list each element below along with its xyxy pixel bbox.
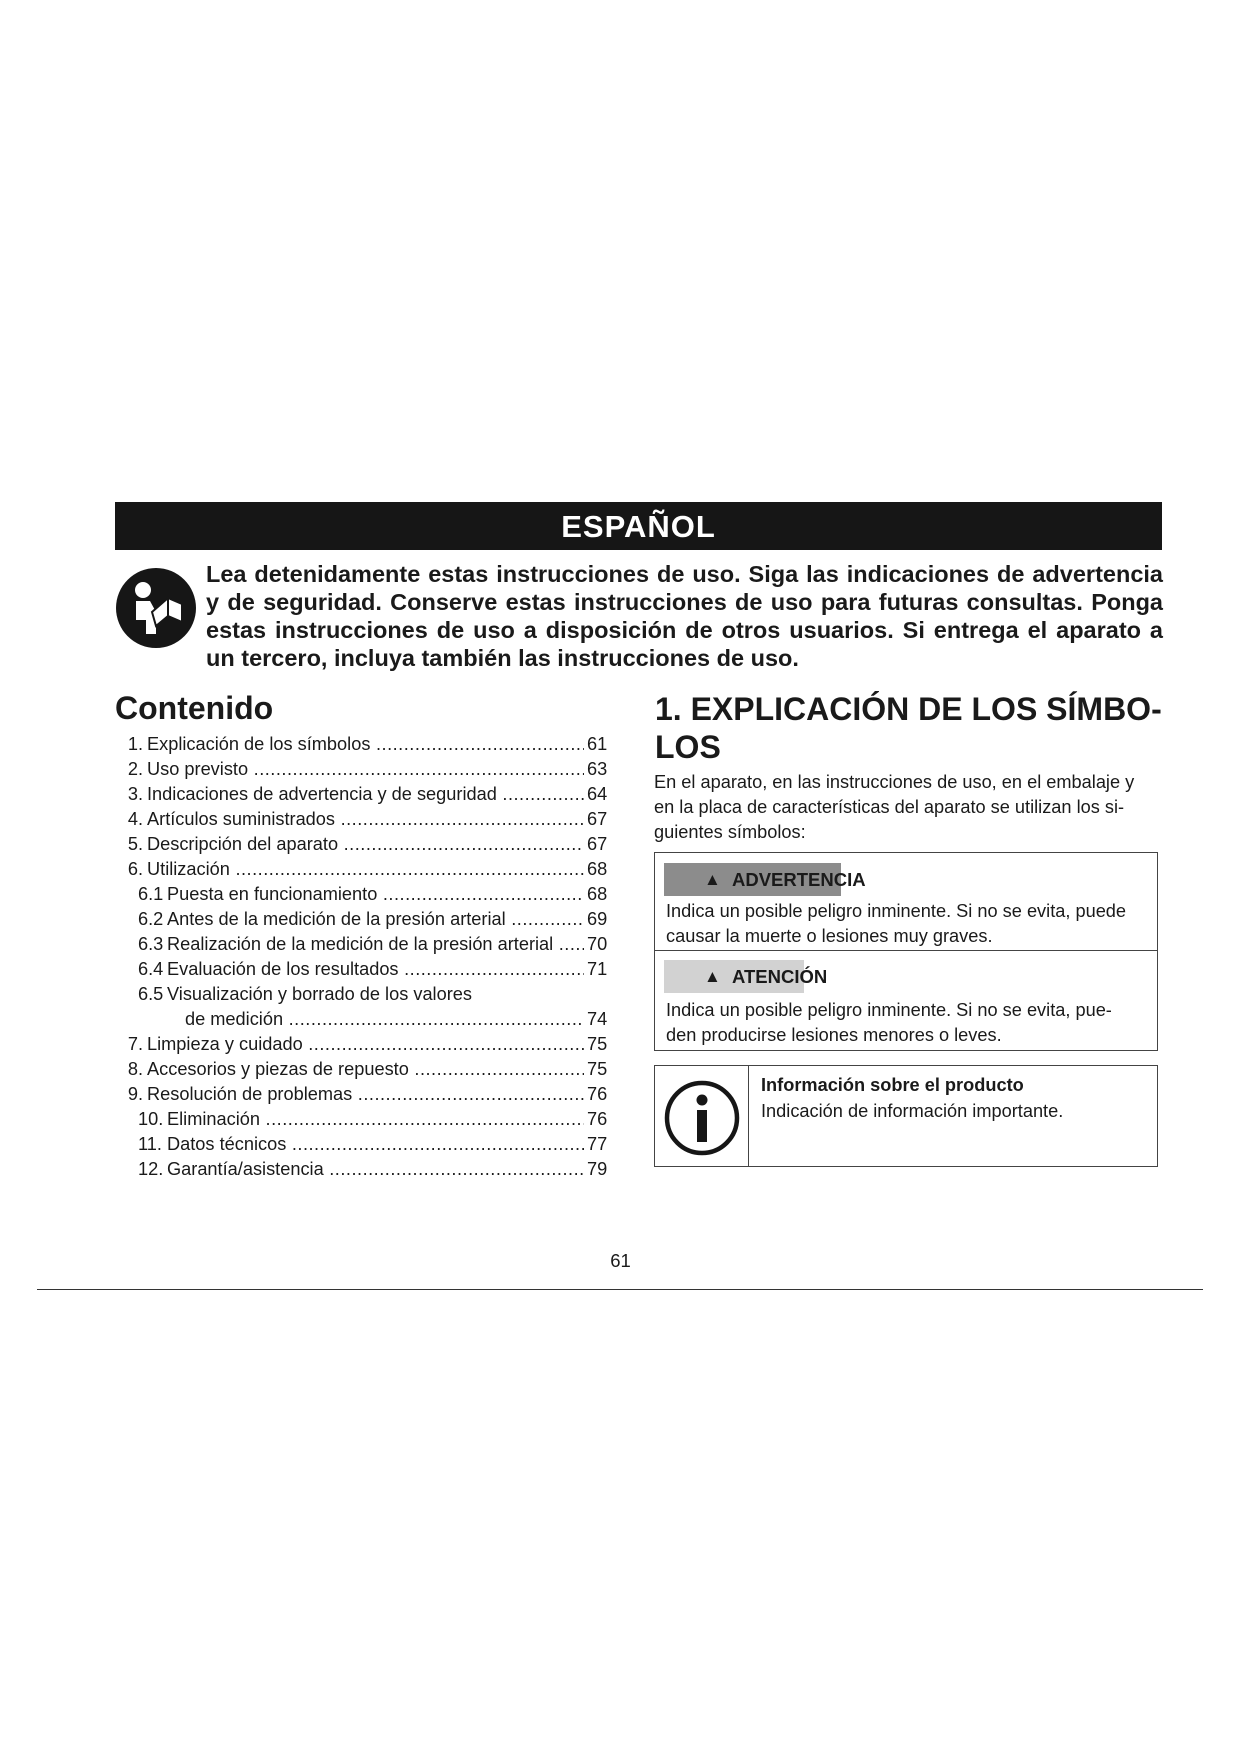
toc-entry-title: Garantía/asistencia ..... [167,1157,584,1182]
toc-entry [113,857,633,882]
toc-entry-number: 5. [127,834,143,854]
section-body [654,770,1162,845]
toc-entry [113,932,633,957]
toc-entry [113,1032,633,1057]
section-body-line: en la placa de características del aparato se utilizan los si- [654,797,1125,817]
caution-label: ▲ ATENCIÓN [664,960,827,993]
toc-entry-page: 75 [586,1057,607,1082]
toc-entry-title: Descripción del aparato ..... [147,832,584,857]
toc-entry-page: 77 [586,1132,607,1157]
toc-entry-number: 1. [127,734,143,754]
warning-description: Indica un posible peligro inminente. Si no se evita, puede causar la muerte o lesiones muy graves. [666,901,1127,946]
toc-entry [113,907,633,932]
toc-entry-number: 4. [127,809,143,829]
toc-entry-number: 9. [127,1084,143,1104]
toc-entry-title: Explicación de los símbolos ..... [147,732,584,757]
toc-entry-number: 6.1 [138,884,164,904]
toc-entry [113,1057,633,1082]
toc-entry-title: Evaluación de los resultados ..... [167,957,584,982]
toc-entry [113,1107,633,1132]
toc-entry-title: Puesta en funcionamiento ..... [167,882,584,907]
toc-entry-page: 69 [586,907,607,932]
table-of-contents [113,732,633,1182]
toc-entry-title: Eliminación ..... [167,1107,584,1132]
info-title: Información sobre el producto [761,1075,1024,1095]
intro-text: Lea detenidamente estas instrucciones de uso. Siga las indicaciones de advertencia y de seguridad. Conserve estas instrucciones de uso para futuras consultas. Ponga estas instrucciones de uso a disposición de otros usuarios. Si entrega el aparato a un tercero, incluya también las instrucciones de uso. [206,561,1163,671]
divider [748,1066,749,1166]
toc-entry-title: Limpieza y cuidado ..... [147,1032,584,1057]
page-number: 61 [610,1250,631,1271]
product-info-box [654,1065,1158,1167]
toc-entry [113,957,633,982]
toc-entry-number: 8. [127,1059,143,1079]
toc-entry-title: Antes de la medición de la presión arterial ..... [167,907,584,932]
toc-entry-number: 2. [127,759,143,779]
toc-entry-number: 6. [127,859,143,879]
toc-entry [113,882,633,907]
read-instructions-icon [116,568,196,648]
section-body-line: En el aparato, en las instrucciones de uso, en el embalaje y [654,772,1135,792]
toc-entry-page: 75 [586,1032,607,1057]
toc-entry [113,757,633,782]
toc-entry-page: 68 [586,882,607,907]
toc-entry-title: Artículos suministrados ..... [147,807,584,832]
toc-entry-page: 67 [586,807,607,832]
section-title-line-1: 1. EXPLICACIÓN DE LOS SÍMBO- [655,691,1162,727]
caution-description: Indica un posible peligro inminente. Si no se evita, pue- den producirse lesiones menores o leves. [666,1000,1112,1045]
toc-entry [113,807,633,832]
toc-entry-page: 79 [586,1157,607,1182]
section-body-line: guientes símbolos: [654,822,806,842]
toc-entry-title: Accesorios y piezas de repuesto ..... [147,1057,584,1082]
toc-entry-number: 3. [127,784,143,804]
toc-entry-page: 76 [586,1107,607,1132]
warning-label: ▲ ADVERTENCIA [664,863,866,896]
toc-entry-title: Utilización ..... [147,857,584,882]
toc-entry-page: 74 [586,1007,607,1032]
toc-entry-page: 76 [586,1082,607,1107]
toc-entry [113,1082,633,1107]
toc-entry-title: Datos técnicos ..... [167,1132,584,1157]
toc-entry-number: 6.5 [138,984,164,1004]
warning-triangle-icon: ▲ [704,870,721,889]
toc-entry-page: 61 [586,732,607,757]
toc-entry-title: de medición ..... [185,1007,584,1032]
toc-entry-page: 68 [586,857,607,882]
toc-entry [113,732,633,757]
footer-rule [37,1289,1203,1290]
language-banner: ESPAÑOL [115,502,1162,550]
toc-entry-title: Realización de la medición de la presión arterial ..... [167,932,584,957]
toc-entry [113,1157,633,1182]
toc-entry-title: Resolución de problemas ..... [147,1082,584,1107]
information-icon [664,1080,740,1156]
signal-words-box [654,852,1158,1051]
toc-entry [113,1007,633,1032]
toc-entry-page: 67 [586,832,607,857]
toc-entry-title: Uso previsto ..... [147,757,584,782]
toc-entry-number: 6.4 [138,959,164,979]
toc-entry [113,782,633,807]
toc-title: Contenido [115,690,274,726]
toc-entry-page: 63 [586,757,607,782]
toc-entry-number: 6.2 [138,909,164,929]
toc-entry-number: 12. [138,1159,164,1179]
toc-entry-number: 7. [127,1034,143,1054]
info-description: Indicación de información importante. [761,1101,1064,1121]
toc-entry-page: 70 [586,932,607,957]
toc-entry-number: 10. [138,1109,164,1129]
toc-entry [113,982,633,1007]
toc-entry-number: 6.3 [138,934,164,954]
section-title-line-2: LOS [655,729,721,765]
toc-entry [113,1132,633,1157]
toc-entry-page: 64 [586,782,607,807]
section-title [655,690,1175,766]
toc-entry-title: Indicaciones de advertencia y de seguridad ..... [147,782,584,807]
toc-entry-page: 71 [586,957,607,982]
warning-triangle-icon: ▲ [704,967,721,986]
toc-entry-number: 11. [138,1134,162,1154]
toc-entry-title: Visualización y borrado de los valores [167,984,472,1004]
divider [655,950,1157,951]
toc-entry [113,832,633,857]
